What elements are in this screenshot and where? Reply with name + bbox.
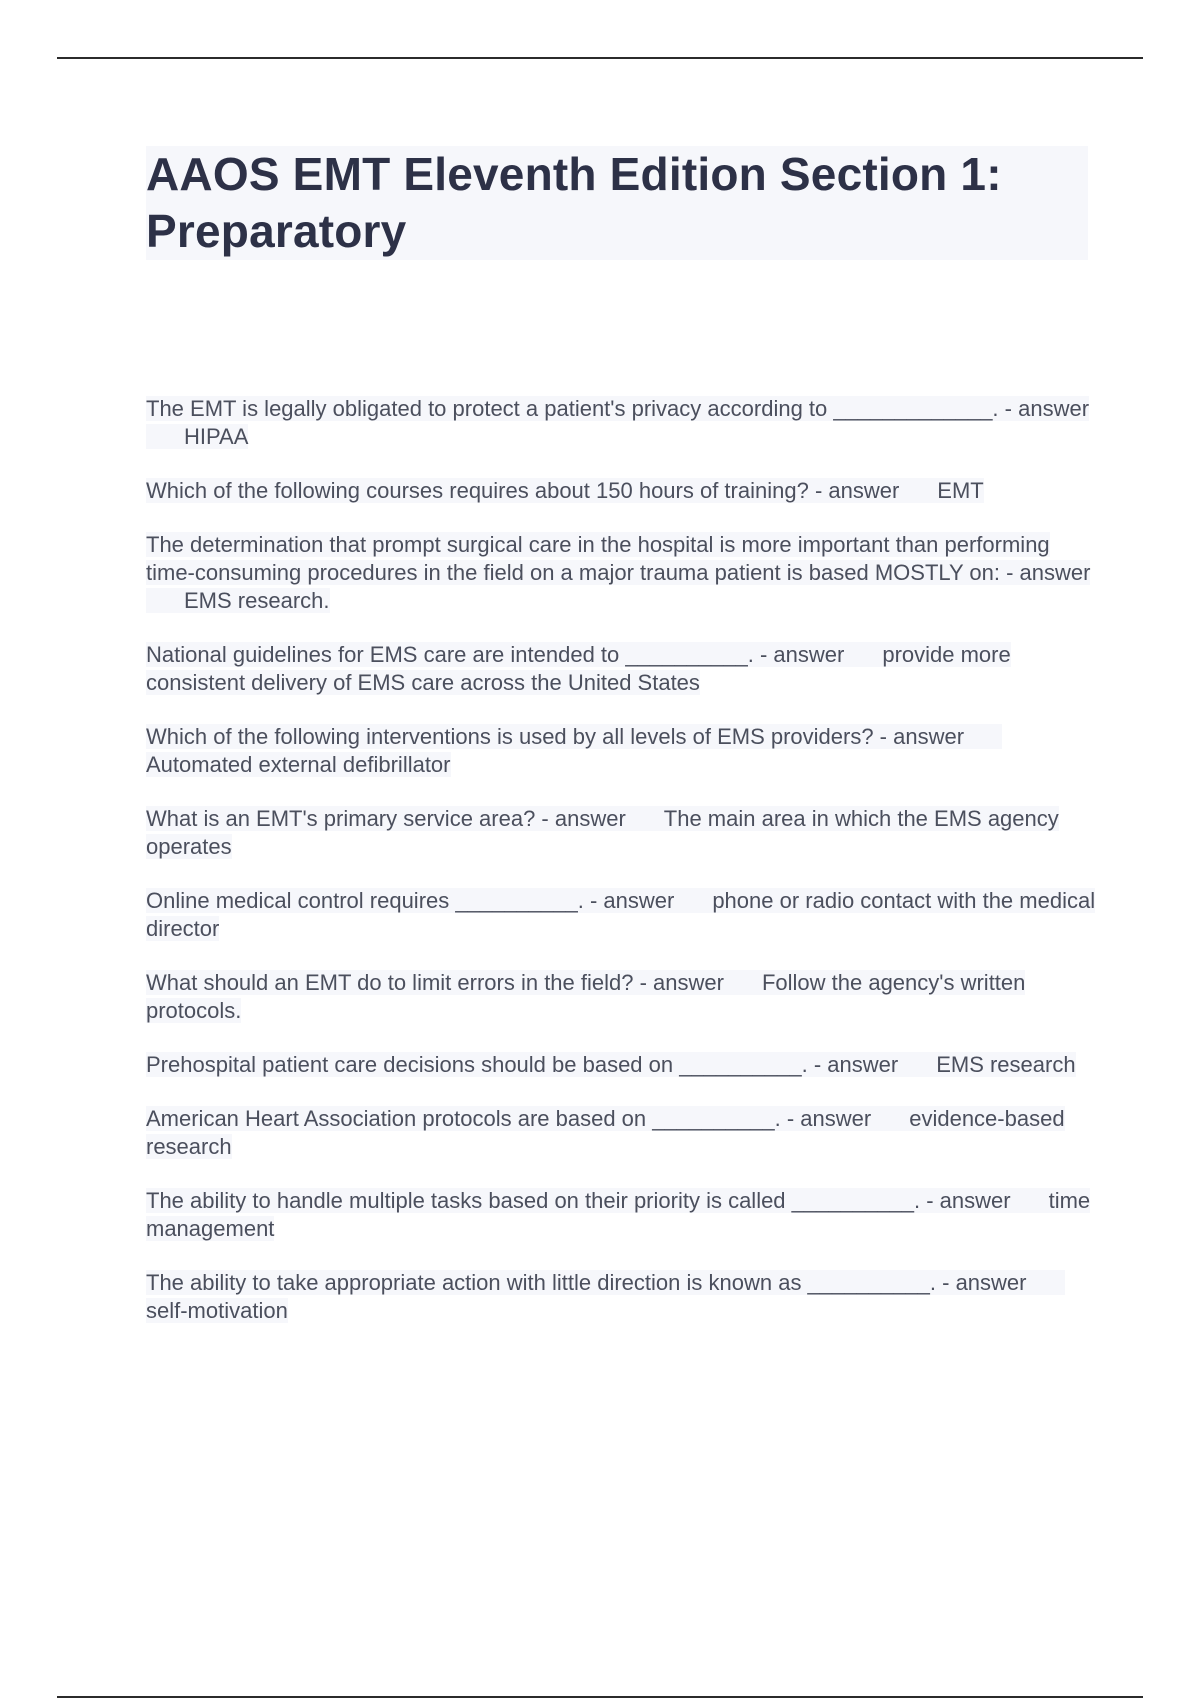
question-text: American Heart Association protocols are based on __________. - answer bbox=[146, 1106, 872, 1131]
question-text: Which of the following interventions is used by all levels of EMS providers? - answer bbox=[146, 724, 965, 749]
qa-item bbox=[146, 1105, 1096, 1161]
answer-text: Automated external defibrillator bbox=[146, 752, 451, 777]
question-text: What is an EMT's primary service area? - answer bbox=[146, 806, 626, 831]
answer-text: HIPAA bbox=[184, 424, 249, 449]
qa-item bbox=[146, 887, 1096, 943]
title-block bbox=[146, 146, 1088, 260]
bottom-rule bbox=[57, 1696, 1143, 1698]
question-text: Which of the following courses requires about 150 hours of training? - answer bbox=[146, 478, 900, 503]
qa-item bbox=[146, 395, 1096, 451]
answer-text: Follow the agency's written protocols. bbox=[146, 970, 1026, 1023]
qa-item bbox=[146, 723, 1096, 779]
question-text: The ability to take appropriate action with little direction is known as __________. - answer bbox=[146, 1270, 1027, 1295]
qa-item bbox=[146, 531, 1096, 615]
answer-text: EMT bbox=[937, 478, 984, 503]
question-text: What should an EMT do to limit errors in the field? - answer bbox=[146, 970, 724, 995]
answer-text: phone or radio contact with the medical director bbox=[146, 888, 1096, 941]
qa-item bbox=[146, 1051, 1096, 1079]
answer-text: self-motivation bbox=[146, 1298, 288, 1323]
qa-item bbox=[146, 477, 1096, 505]
answer-text: evidence-based research bbox=[146, 1106, 1065, 1159]
question-text: Prehospital patient care decisions should be based on __________. - answer bbox=[146, 1052, 899, 1077]
qa-item bbox=[146, 1269, 1096, 1325]
answer-text: time management bbox=[146, 1188, 1091, 1241]
qa-item bbox=[146, 1187, 1096, 1243]
qa-item bbox=[146, 969, 1096, 1025]
top-rule bbox=[57, 57, 1143, 59]
answer-text: provide more consistent delivery of EMS care across the United States bbox=[146, 642, 1011, 695]
qa-list bbox=[146, 395, 1096, 1351]
qa-item bbox=[146, 805, 1096, 861]
answer-text: EMS research. bbox=[184, 588, 330, 613]
question-text: National guidelines for EMS care are intended to __________. - answer bbox=[146, 642, 845, 667]
qa-item bbox=[146, 641, 1096, 697]
answer-text: EMS research bbox=[936, 1052, 1076, 1077]
answer-text: The main area in which the EMS agency operates bbox=[146, 806, 1059, 859]
question-text: The EMT is legally obligated to protect a patient's privacy according to _____________. - answer bbox=[146, 396, 1090, 421]
document-title: AAOS EMT Eleventh Edition Section 1: Preparatory bbox=[146, 148, 1002, 257]
question-text: Online medical control requires __________. - answer bbox=[146, 888, 675, 913]
question-text: The ability to handle multiple tasks based on their priority is called __________. - answer bbox=[146, 1188, 1011, 1213]
question-text: The determination that prompt surgical care in the hospital is more important than performing time-consuming procedures in the field on a major trauma patient is based MOSTLY on: - answer bbox=[146, 532, 1091, 585]
